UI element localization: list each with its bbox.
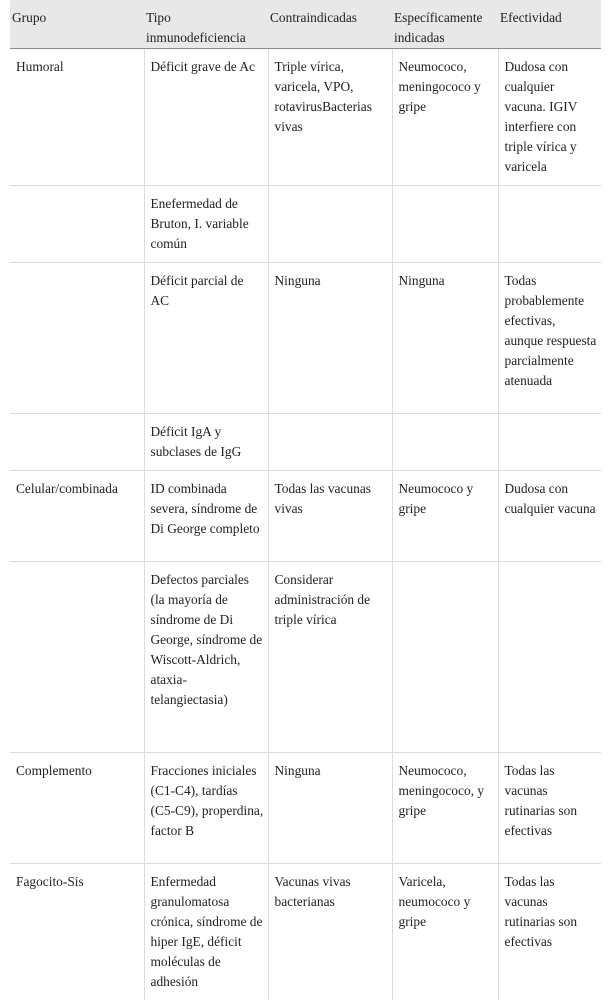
header-contraindicadas: Contraindicadas — [268, 0, 392, 49]
cell-efectividad — [498, 562, 601, 753]
cell-indicadas: Varicela, neumococo y gripe — [392, 864, 498, 1000]
cell-contraindicadas: Triple vírica, varicela, VPO, rotavirusBacterias vivas — [268, 49, 392, 186]
table-row — [10, 471, 601, 562]
cell-contraindicadas: Ninguna — [268, 753, 392, 864]
cell-tipo: Déficit parcial de AC — [144, 263, 268, 414]
table-row — [10, 753, 601, 864]
cell-tipo: Fracciones iniciales (C1-C4), tardías (C5-C9), properdina, factor B — [144, 753, 268, 864]
cell-grupo — [10, 414, 144, 471]
header-row — [10, 0, 601, 49]
table-body — [10, 49, 601, 1000]
cell-indicadas: Neumococo, meningococo y gripe — [392, 49, 498, 186]
cell-tipo: Déficit IgA y subclases de IgG — [144, 414, 268, 471]
cell-indicadas — [392, 414, 498, 471]
cell-efectividad — [498, 414, 601, 471]
cell-indicadas — [392, 186, 498, 263]
cell-indicadas — [392, 562, 498, 753]
cell-tipo: Defectos parciales (la mayoría de síndrome de Di George, síndrome de Wiscott-Aldrich, ataxia-telangiectasia) — [144, 562, 268, 753]
cell-indicadas: Neumococo y gripe — [392, 471, 498, 562]
cell-efectividad: Todas probablemente efectivas, aunque respuesta parcialmente atenuada — [498, 263, 601, 414]
cell-efectividad: Todas las vacunas rutinarias son efectivas — [498, 753, 601, 864]
cell-contraindicadas: Todas las vacunas vivas — [268, 471, 392, 562]
cell-contraindicadas — [268, 414, 392, 471]
header-efectividad: Efectividad — [498, 0, 601, 49]
table-row — [10, 414, 601, 471]
cell-contraindicadas: Ninguna — [268, 263, 392, 414]
header-indicadas: Específicamente indicadas — [392, 0, 498, 49]
cell-efectividad: Dudosa con cualquier vacuna — [498, 471, 601, 562]
table-header — [10, 0, 601, 49]
cell-indicadas: Ninguna — [392, 263, 498, 414]
cell-efectividad: Todas las vacunas rutinarias son efectivas — [498, 864, 601, 1000]
table-row — [10, 562, 601, 753]
cell-indicadas: Neumococo, meningococo, y gripe — [392, 753, 498, 864]
cell-tipo: Enfermedad granulomatosa crónica, síndrome de hiper IgE, déficit moléculas de adhesión — [144, 864, 268, 1000]
table-row — [10, 186, 601, 263]
cell-grupo: Complemento — [10, 753, 144, 864]
cell-efectividad — [498, 186, 601, 263]
cell-grupo — [10, 186, 144, 263]
cell-grupo — [10, 263, 144, 414]
cell-tipo: Déficit grave de Ac — [144, 49, 268, 186]
cell-tipo: ID combinada severa, síndrome de Di George completo — [144, 471, 268, 562]
cell-contraindicadas: Vacunas vivas bacterianas — [268, 864, 392, 1000]
cell-contraindicadas — [268, 186, 392, 263]
cell-grupo: Humoral — [10, 49, 144, 186]
cell-tipo: Enefermedad de Bruton, I. variable común — [144, 186, 268, 263]
cell-contraindicadas: Considerar administración de triple vírica — [268, 562, 392, 753]
immunodeficiency-vaccine-table — [10, 0, 601, 1000]
cell-grupo: Fagocito-Sis — [10, 864, 144, 1000]
cell-grupo: Celular/combinada — [10, 471, 144, 562]
header-tipo: Tipo inmunodeficiencia — [144, 0, 268, 49]
cell-efectividad: Dudosa con cualquier vacuna. IGIV interfiere con triple vírica y varicela — [498, 49, 601, 186]
header-grupo: Grupo — [10, 0, 144, 49]
table-row — [10, 263, 601, 414]
cell-grupo — [10, 562, 144, 753]
table-row — [10, 49, 601, 186]
data-table — [10, 0, 601, 1000]
